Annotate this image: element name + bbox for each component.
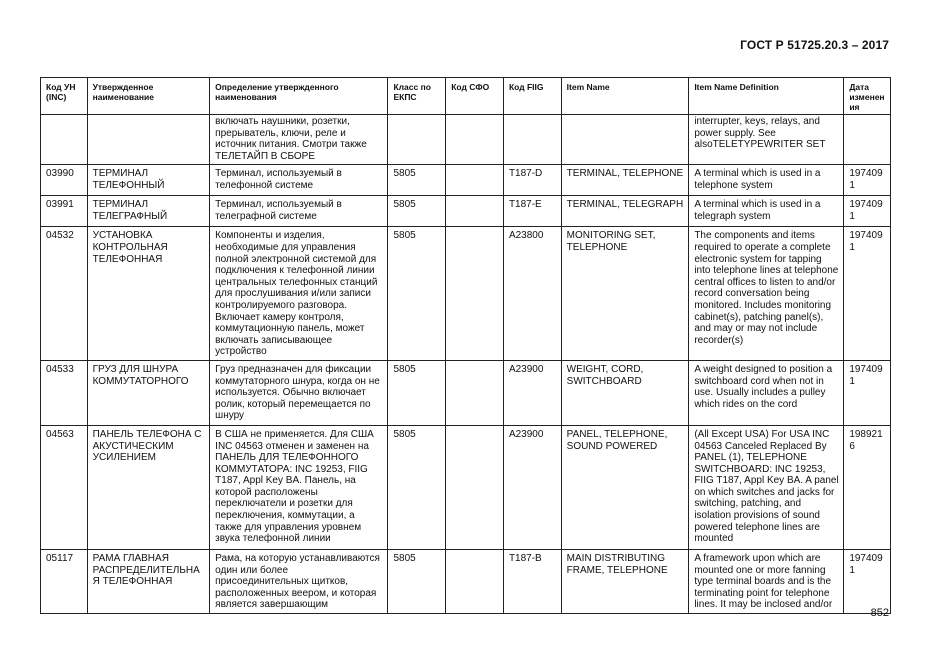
cell-sfo [446,165,504,196]
cell-ekps: 5805 [388,425,446,549]
cell-date: 1974091 [844,360,891,425]
cell-ekps: 5805 [388,227,446,361]
document-header: ГОСТ Р 51725.20.3 – 2017 [740,38,889,52]
cell-date: 1974091 [844,196,891,227]
cell-name [87,115,210,165]
cell-item-definition: interrupter, keys, relays, and power supply. See alsoTELETYPEWRITER SET [689,115,844,165]
cell-item-name: TERMINAL, TELEGRAPH [561,196,689,227]
cell-ekps: 5805 [388,360,446,425]
cell-name: ТЕРМИНАЛ ТЕЛЕГРАФНЫЙ [87,196,210,227]
table-row [41,227,891,361]
cell-definition: Рама, на которую устанавливаются один или более присоединительных щитков, расположенных веером, и которая является завершающим [210,549,388,613]
cell-sfo [446,360,504,425]
cell-fiig: A23800 [503,227,561,361]
cell-item-definition: A terminal which is used in a telegraph system [689,196,844,227]
cell-ekps: 5805 [388,165,446,196]
cell-fiig: T187-B [503,549,561,613]
cell-item-definition: A terminal which is used in a telephone system [689,165,844,196]
cell-item-definition: A weight designed to position a switchboard cord when not in use. Usually includes a pulley which rides on the cord [689,360,844,425]
table-row [41,425,891,549]
cell-name: УСТАНОВКА КОНТРОЛЬНАЯ ТЕЛЕФОННАЯ [87,227,210,361]
cell-definition: Терминал, используемый в телеграфной системе [210,196,388,227]
cell-ekps [388,115,446,165]
header-approved-definition: Определение утвержденного наименования [210,78,388,115]
cell-item-name: TERMINAL, TELEPHONE [561,165,689,196]
cell-fiig: T187-D [503,165,561,196]
cell-definition: включать наушники, розетки, прерыватель, ключи, реле и источник питания. Смотри также ТЕЛЕТАЙП В СБОРЕ [210,115,388,165]
cell-code: 04532 [41,227,88,361]
cell-name: РАМА ГЛАВНАЯ РАСПРЕДЕЛИТЕЛЬНАЯ ТЕЛЕФОННАЯ [87,549,210,613]
header-inc-code: Код УН (INC) [41,78,88,115]
cell-definition: Терминал, используемый в телефонной системе [210,165,388,196]
header-item-name: Item Name [561,78,689,115]
table-row [41,165,891,196]
cell-sfo [446,196,504,227]
cell-definition: Груз предназначен для фиксации коммутаторного шнура, когда он не используется. Обычно включает ролик, который перемещается по шнуру [210,360,388,425]
cell-sfo [446,227,504,361]
cell-date: 1974091 [844,165,891,196]
table-row [41,549,891,613]
cell-sfo [446,425,504,549]
cell-date [844,115,891,165]
cell-item-definition: A framework upon which are mounted one or more fanning type terminal boards and is the terminating point for telephone lines. It may be inclosed and/or [689,549,844,613]
table-row [41,196,891,227]
header-change-date: Дата изменения [844,78,891,115]
page-number: 852 [870,607,889,619]
cell-definition: Компоненты и изделия, необходимые для управления полной электронной системой для подключения к телефонной линии центральных телефонных станций для прослушивания и/или записи контролируемого разговора. Включает камеру контроля, коммутационную панель, может включать записывающее устройство [210,227,388,361]
cell-item-definition: The components and items required to operate a complete electronic system for tapping into telephone lines at telephone central offices to listen to and/or record conversation being monitored. Includes monitoring cabinet(s), patching panel(s), and may or may not include recorder(s) [689,227,844,361]
cell-fiig: T187-E [503,196,561,227]
cell-fiig: A23900 [503,425,561,549]
cell-code: 03990 [41,165,88,196]
cell-fiig: A23900 [503,360,561,425]
cell-name: ТЕРМИНАЛ ТЕЛЕФОННЫЙ [87,165,210,196]
table-row [41,360,891,425]
cell-item-name: PANEL, TELEPHONE, SOUND POWERED [561,425,689,549]
cell-fiig [503,115,561,165]
table-header-row [41,78,891,115]
cell-ekps: 5805 [388,549,446,613]
cell-ekps: 5805 [388,196,446,227]
cell-name: ГРУЗ ДЛЯ ШНУРА КОММУТАТОРНОГО [87,360,210,425]
cell-code: 04533 [41,360,88,425]
cell-item-name: MAIN DISTRIBUTING FRAME, TELEPHONE [561,549,689,613]
cell-code: 05117 [41,549,88,613]
cell-sfo [446,549,504,613]
cell-date: 1974091 [844,549,891,613]
table-row [41,115,891,165]
header-sfo-code: Код СФО [446,78,504,115]
cell-item-definition: (All Except USA) For USA INC 04563 Canceled Replaced By PANEL (1), TELEPHONE SWITCHBOARD: INC 19253, FIIG T187, Appl Key BA. A panel on which switches and jacks for switching, patching, and isolation provisions of sound powered telephone lines are mounted [689,425,844,549]
cell-code: 04563 [41,425,88,549]
cell-item-name: MONITORING SET, TELEPHONE [561,227,689,361]
cell-item-name: WEIGHT, CORD, SWITCHBOARD [561,360,689,425]
cell-definition: В США не применяется. Для США INC 04563 отменен и заменен на ПАНЕЛЬ ДЛЯ ТЕЛЕФОННОГО КОММУТАТОРА: INC 19253, FIIG T187, Appl Key BA. Панель, на которой расположены переключатели и розетки для переключения, коммутации, а также для управления уровнем звука телефонной линии [210,425,388,549]
header-approved-name: Утвержденное наименование [87,78,210,115]
cell-item-name [561,115,689,165]
header-ekps-class: Класс по ЕКПС [388,78,446,115]
header-item-name-definition: Item Name Definition [689,78,844,115]
cell-date: 1974091 [844,227,891,361]
inc-table [40,77,891,614]
cell-sfo [446,115,504,165]
header-fiig-code: Код FIIG [503,78,561,115]
cell-date: 1989216 [844,425,891,549]
cell-code [41,115,88,165]
cell-name: ПАНЕЛЬ ТЕЛЕФОНА С АКУСТИЧЕСКИМ УСИЛЕНИЕМ [87,425,210,549]
cell-code: 03991 [41,196,88,227]
